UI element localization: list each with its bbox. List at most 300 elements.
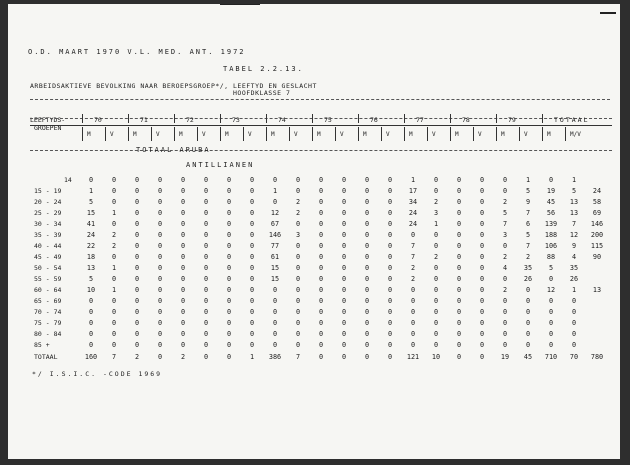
table-cell: 0 [387, 209, 393, 217]
table-cell: 0 [341, 176, 347, 184]
table-cell: 0 [410, 308, 416, 316]
table-cell: 0 [387, 264, 393, 272]
table-cell: 15 [86, 209, 96, 217]
row-label: 70 - 74 [34, 308, 62, 316]
table-cell: 0 [387, 220, 393, 228]
table-cell: 0 [295, 187, 301, 195]
table-cell: 0 [203, 187, 209, 195]
table-cell: 0 [410, 341, 416, 349]
table-cell: 0 [180, 231, 186, 239]
table-cell: 0 [157, 187, 163, 195]
table-cell: 5 [525, 231, 531, 239]
table-cell: 0 [111, 319, 117, 327]
column-divider [174, 114, 175, 123]
table-cell: 0 [456, 286, 462, 294]
section-total-label: TOTAAL ARUBA [136, 146, 211, 154]
table-cell: 0 [88, 297, 94, 305]
table-cell: 0 [433, 242, 439, 250]
row-label: 80 - 84 [34, 330, 62, 338]
table-cell: 2 [502, 253, 508, 261]
table-cell: 10 [431, 353, 441, 361]
table-cell: 0 [410, 330, 416, 338]
column-divider [381, 127, 382, 141]
page-edge-mark [220, 4, 260, 5]
year-header: 74 [278, 116, 286, 124]
table-cell: 2 [410, 264, 416, 272]
table-cell: 0 [433, 286, 439, 294]
table-cell: 0 [364, 264, 370, 272]
table-cell: 0 [203, 297, 209, 305]
table-cell: 0 [226, 253, 232, 261]
table-cell: 0 [456, 231, 462, 239]
table-cell: 0 [479, 242, 485, 250]
table-cell: 160 [84, 353, 98, 361]
column-divider [358, 114, 359, 123]
table-cell: 0 [364, 286, 370, 294]
table-cell: 0 [341, 253, 347, 261]
table-cell: 0 [157, 253, 163, 261]
table-cell: 0 [548, 275, 554, 283]
table-cell: 0 [364, 253, 370, 261]
column-divider [335, 127, 336, 141]
table-cell: 0 [364, 198, 370, 206]
table-cell: 0 [226, 286, 232, 294]
sex-header: M [87, 131, 91, 138]
table-cell: 90 [592, 253, 602, 261]
table-cell: 7 [295, 353, 301, 361]
title-underline [30, 99, 610, 100]
table-cell: 7 [111, 353, 117, 361]
header-rule [30, 125, 612, 126]
table-cell: 0 [157, 275, 163, 283]
table-cell: 0 [134, 308, 140, 316]
table-cell: 2 [433, 198, 439, 206]
table-cell: 1 [111, 264, 117, 272]
table-cell: 0 [295, 319, 301, 327]
table-cell: 0 [134, 209, 140, 217]
table-cell: 5 [525, 187, 531, 195]
table-cell: 0 [180, 220, 186, 228]
table-cell: 0 [502, 330, 508, 338]
table-cell: 12 [569, 231, 579, 239]
table-cell: 24 [592, 187, 602, 195]
table-cell: 0 [479, 286, 485, 294]
table-cell: 0 [318, 353, 324, 361]
row-label: 85 + [34, 341, 50, 349]
table-cell: 0 [364, 231, 370, 239]
table-cell: 0 [157, 341, 163, 349]
table-cell: 7 [410, 253, 416, 261]
table-cell: 0 [479, 297, 485, 305]
table-cell: 0 [295, 330, 301, 338]
table-cell: 0 [111, 275, 117, 283]
table-cell: 0 [571, 297, 577, 305]
table-cell: 0 [295, 297, 301, 305]
year-header: 76 [370, 116, 378, 124]
table-cell: 7 [525, 209, 531, 217]
table-cell: 0 [456, 275, 462, 283]
table-cell: 0 [341, 231, 347, 239]
table-cell: 2 [134, 353, 140, 361]
column-divider [427, 127, 428, 141]
table-cell: 0 [525, 297, 531, 305]
table-cell: 146 [590, 220, 604, 228]
sex-header: V [202, 131, 206, 138]
column-divider [404, 127, 405, 141]
table-cell: 0 [180, 319, 186, 327]
table-cell: 0 [180, 209, 186, 217]
table-cell: 0 [456, 187, 462, 195]
table-cell: 9 [571, 242, 577, 250]
sex-header: V [110, 131, 114, 138]
table-cell: 0 [203, 220, 209, 228]
column-divider [404, 114, 405, 123]
header-rule [30, 118, 612, 119]
table-cell: 0 [364, 220, 370, 228]
table-cell: 0 [203, 330, 209, 338]
table-cell: 0 [318, 275, 324, 283]
sex-header: M/V [570, 131, 581, 138]
table-cell: 121 [406, 353, 420, 361]
table-cell: 35 [523, 264, 533, 272]
table-cell: 45 [546, 198, 556, 206]
table-cell: 35 [569, 264, 579, 272]
table-cell: 5 [88, 275, 94, 283]
table-cell: 0 [433, 319, 439, 327]
table-cell: 1 [111, 209, 117, 217]
table-cell: 0 [456, 353, 462, 361]
row-label: 14 [64, 176, 72, 184]
table-cell: 0 [111, 187, 117, 195]
table-cell: 0 [272, 297, 278, 305]
table-cell: 0 [226, 341, 232, 349]
table-cell: 0 [203, 209, 209, 217]
table-cell: 115 [590, 242, 604, 250]
column-divider [358, 127, 359, 141]
table-cell: 0 [318, 176, 324, 184]
table-subtitle-class: HOOFDKLASSE 7 [233, 89, 291, 97]
table-cell: 0 [111, 308, 117, 316]
column-divider [220, 114, 221, 123]
column-divider [565, 127, 566, 141]
table-cell: 0 [226, 220, 232, 228]
table-cell: 0 [410, 231, 416, 239]
table-cell: 0 [249, 308, 255, 316]
table-cell: 0 [134, 330, 140, 338]
table-cell: 0 [134, 275, 140, 283]
table-cell: 0 [433, 308, 439, 316]
year-header: 72 [186, 116, 194, 124]
year-header: 77 [416, 116, 424, 124]
table-cell: 13 [592, 286, 602, 294]
table-title: TABEL 2.2.13. [223, 65, 304, 73]
table-cell: 0 [180, 242, 186, 250]
table-cell: 0 [249, 209, 255, 217]
table-cell: 0 [318, 187, 324, 195]
age-header: GROEPEN [34, 124, 62, 132]
table-cell: 7 [502, 220, 508, 228]
table-cell: 41 [86, 220, 96, 228]
table-cell: 0 [203, 275, 209, 283]
table-cell: 2 [295, 209, 301, 217]
table-cell: 0 [341, 242, 347, 250]
table-cell: 61 [270, 253, 280, 261]
sex-header: V [386, 131, 390, 138]
table-cell: 0 [433, 264, 439, 272]
table-cell: 0 [249, 220, 255, 228]
table-cell: 0 [180, 264, 186, 272]
table-cell: 0 [249, 319, 255, 327]
table-cell: 0 [548, 308, 554, 316]
table-cell: 0 [502, 308, 508, 316]
table-cell: 0 [502, 176, 508, 184]
table-cell: 0 [318, 341, 324, 349]
sex-header: V [340, 131, 344, 138]
table-cell: 0 [249, 264, 255, 272]
table-cell: 0 [157, 319, 163, 327]
table-cell: 0 [433, 187, 439, 195]
table-cell: 0 [318, 209, 324, 217]
table-cell: 7 [525, 242, 531, 250]
table-cell: 0 [272, 330, 278, 338]
table-cell: 5 [88, 198, 94, 206]
column-divider [105, 127, 106, 141]
table-cell: 0 [272, 308, 278, 316]
table-cell: 0 [364, 330, 370, 338]
table-cell: 26 [569, 275, 579, 283]
document-page [8, 4, 620, 459]
table-cell: 56 [546, 209, 556, 217]
total-row-label: TOTAAL [34, 353, 58, 361]
table-cell: 0 [433, 330, 439, 338]
table-cell: 0 [249, 242, 255, 250]
table-cell: 0 [226, 198, 232, 206]
table-cell: 0 [249, 275, 255, 283]
table-cell: 0 [479, 264, 485, 272]
table-cell: 1 [433, 220, 439, 228]
table-cell: 0 [548, 176, 554, 184]
table-cell: 0 [157, 176, 163, 184]
column-divider [289, 127, 290, 141]
table-cell: 0 [410, 286, 416, 294]
table-cell: 17 [408, 187, 418, 195]
table-cell: 0 [318, 198, 324, 206]
table-cell: 0 [410, 297, 416, 305]
table-cell: 0 [249, 286, 255, 294]
table-cell: 0 [157, 231, 163, 239]
table-cell: 0 [111, 341, 117, 349]
table-cell: 0 [456, 220, 462, 228]
table-cell: 0 [525, 319, 531, 327]
table-cell: 1 [571, 286, 577, 294]
table-cell: 0 [226, 176, 232, 184]
table-cell: 0 [387, 187, 393, 195]
table-cell: 5 [548, 264, 554, 272]
table-cell: 0 [387, 231, 393, 239]
table-cell: 34 [408, 198, 418, 206]
sex-header: V [156, 131, 160, 138]
table-cell: 24 [408, 209, 418, 217]
age-header: LEEFTYDS- [30, 116, 66, 124]
table-cell: 4 [571, 253, 577, 261]
table-cell: 0 [387, 275, 393, 283]
row-label: 65 - 69 [34, 297, 62, 305]
table-cell: 77 [270, 242, 280, 250]
table-cell: 0 [272, 176, 278, 184]
table-cell: 780 [590, 353, 604, 361]
year-header: 70 [94, 116, 102, 124]
table-cell: 139 [544, 220, 558, 228]
sex-header: M [455, 131, 459, 138]
table-cell: 7 [410, 242, 416, 250]
row-label: 25 - 29 [34, 209, 62, 217]
table-cell: 0 [134, 242, 140, 250]
table-cell: 0 [318, 220, 324, 228]
year-header: 78 [462, 116, 470, 124]
table-cell: 4 [502, 264, 508, 272]
table-cell: 0 [318, 242, 324, 250]
table-cell: 0 [456, 341, 462, 349]
table-cell: 3 [502, 231, 508, 239]
table-cell: 0 [203, 242, 209, 250]
table-cell: 0 [387, 308, 393, 316]
table-cell: 0 [134, 253, 140, 261]
table-cell: 0 [456, 297, 462, 305]
table-cell: 0 [387, 341, 393, 349]
table-cell: 0 [387, 253, 393, 261]
table-cell: 0 [364, 187, 370, 195]
table-cell: 0 [249, 198, 255, 206]
table-cell: 0 [387, 286, 393, 294]
table-cell: 0 [341, 264, 347, 272]
table-cell: 3 [295, 231, 301, 239]
table-cell: 0 [433, 176, 439, 184]
table-cell: 0 [479, 176, 485, 184]
table-cell: 0 [318, 319, 324, 327]
table-cell: 0 [272, 341, 278, 349]
table-cell: 0 [433, 297, 439, 305]
table-cell: 0 [548, 330, 554, 338]
table-cell: 0 [203, 198, 209, 206]
table-cell: 0 [479, 231, 485, 239]
table-cell: 0 [134, 264, 140, 272]
table-cell: 88 [546, 253, 556, 261]
table-cell: 69 [592, 209, 602, 217]
table-cell: 0 [249, 187, 255, 195]
table-cell: 0 [364, 242, 370, 250]
table-cell: 2 [410, 275, 416, 283]
table-cell: 0 [456, 264, 462, 272]
table-cell: 0 [456, 198, 462, 206]
table-cell: 0 [571, 319, 577, 327]
table-cell: 15 [270, 264, 280, 272]
column-divider [220, 127, 221, 141]
table-cell: 0 [456, 242, 462, 250]
table-cell: 2 [502, 198, 508, 206]
table-cell: 0 [525, 330, 531, 338]
table-cell: 12 [270, 209, 280, 217]
table-cell: 0 [387, 297, 393, 305]
table-cell: 0 [157, 264, 163, 272]
table-cell: 2 [111, 231, 117, 239]
table-cell: 0 [203, 308, 209, 316]
table-cell: 0 [134, 187, 140, 195]
table-cell: 0 [571, 308, 577, 316]
table-cell: 0 [203, 286, 209, 294]
table-cell: 2 [502, 286, 508, 294]
table-cell: 0 [548, 341, 554, 349]
table-cell: 0 [410, 319, 416, 327]
table-cell: 0 [203, 231, 209, 239]
table-cell: 0 [157, 198, 163, 206]
table-cell: 7 [571, 220, 577, 228]
table-cell: 710 [544, 353, 558, 361]
table-cell: 0 [318, 253, 324, 261]
table-cell: 15 [270, 275, 280, 283]
table-cell: 2 [295, 198, 301, 206]
table-cell: 0 [502, 275, 508, 283]
table-cell: 0 [203, 253, 209, 261]
table-cell: 0 [341, 187, 347, 195]
table-cell: 0 [226, 231, 232, 239]
table-cell: 2 [525, 253, 531, 261]
table-cell: 0 [226, 308, 232, 316]
table-cell: 18 [86, 253, 96, 261]
table-cell: 1 [111, 286, 117, 294]
column-divider [243, 127, 244, 141]
table-cell: 0 [364, 275, 370, 283]
column-divider [266, 114, 267, 123]
table-cell: 0 [502, 297, 508, 305]
table-cell: 0 [456, 253, 462, 261]
sex-header: M [179, 131, 183, 138]
sex-header: V [248, 131, 252, 138]
table-cell: 70 [569, 353, 579, 361]
table-cell: 0 [203, 264, 209, 272]
table-cell: 0 [226, 242, 232, 250]
table-cell: 0 [88, 341, 94, 349]
table-cell: 0 [134, 286, 140, 294]
table-cell: 0 [134, 198, 140, 206]
table-cell: 0 [203, 176, 209, 184]
table-cell: 0 [364, 353, 370, 361]
row-label: 75 - 79 [34, 319, 62, 327]
row-label: 20 - 24 [34, 198, 62, 206]
table-cell: 3 [433, 209, 439, 217]
table-cell: 58 [592, 198, 602, 206]
table-cell: 0 [295, 220, 301, 228]
table-cell: 0 [456, 319, 462, 327]
table-cell: 0 [525, 341, 531, 349]
table-cell: 0 [157, 297, 163, 305]
table-cell: 1 [272, 187, 278, 195]
table-cell: 0 [226, 353, 232, 361]
sex-header: V [432, 131, 436, 138]
table-cell: 0 [456, 330, 462, 338]
page-edge-mark [600, 12, 616, 14]
column-divider [450, 127, 451, 141]
table-cell: 0 [111, 198, 117, 206]
table-cell: 0 [180, 297, 186, 305]
column-divider [496, 114, 497, 123]
table-cell: 19 [500, 353, 510, 361]
table-cell: 0 [249, 297, 255, 305]
table-cell: 0 [272, 198, 278, 206]
table-cell: 26 [523, 275, 533, 283]
table-cell: 5 [502, 209, 508, 217]
table-cell: 0 [479, 330, 485, 338]
table-cell: 0 [295, 253, 301, 261]
